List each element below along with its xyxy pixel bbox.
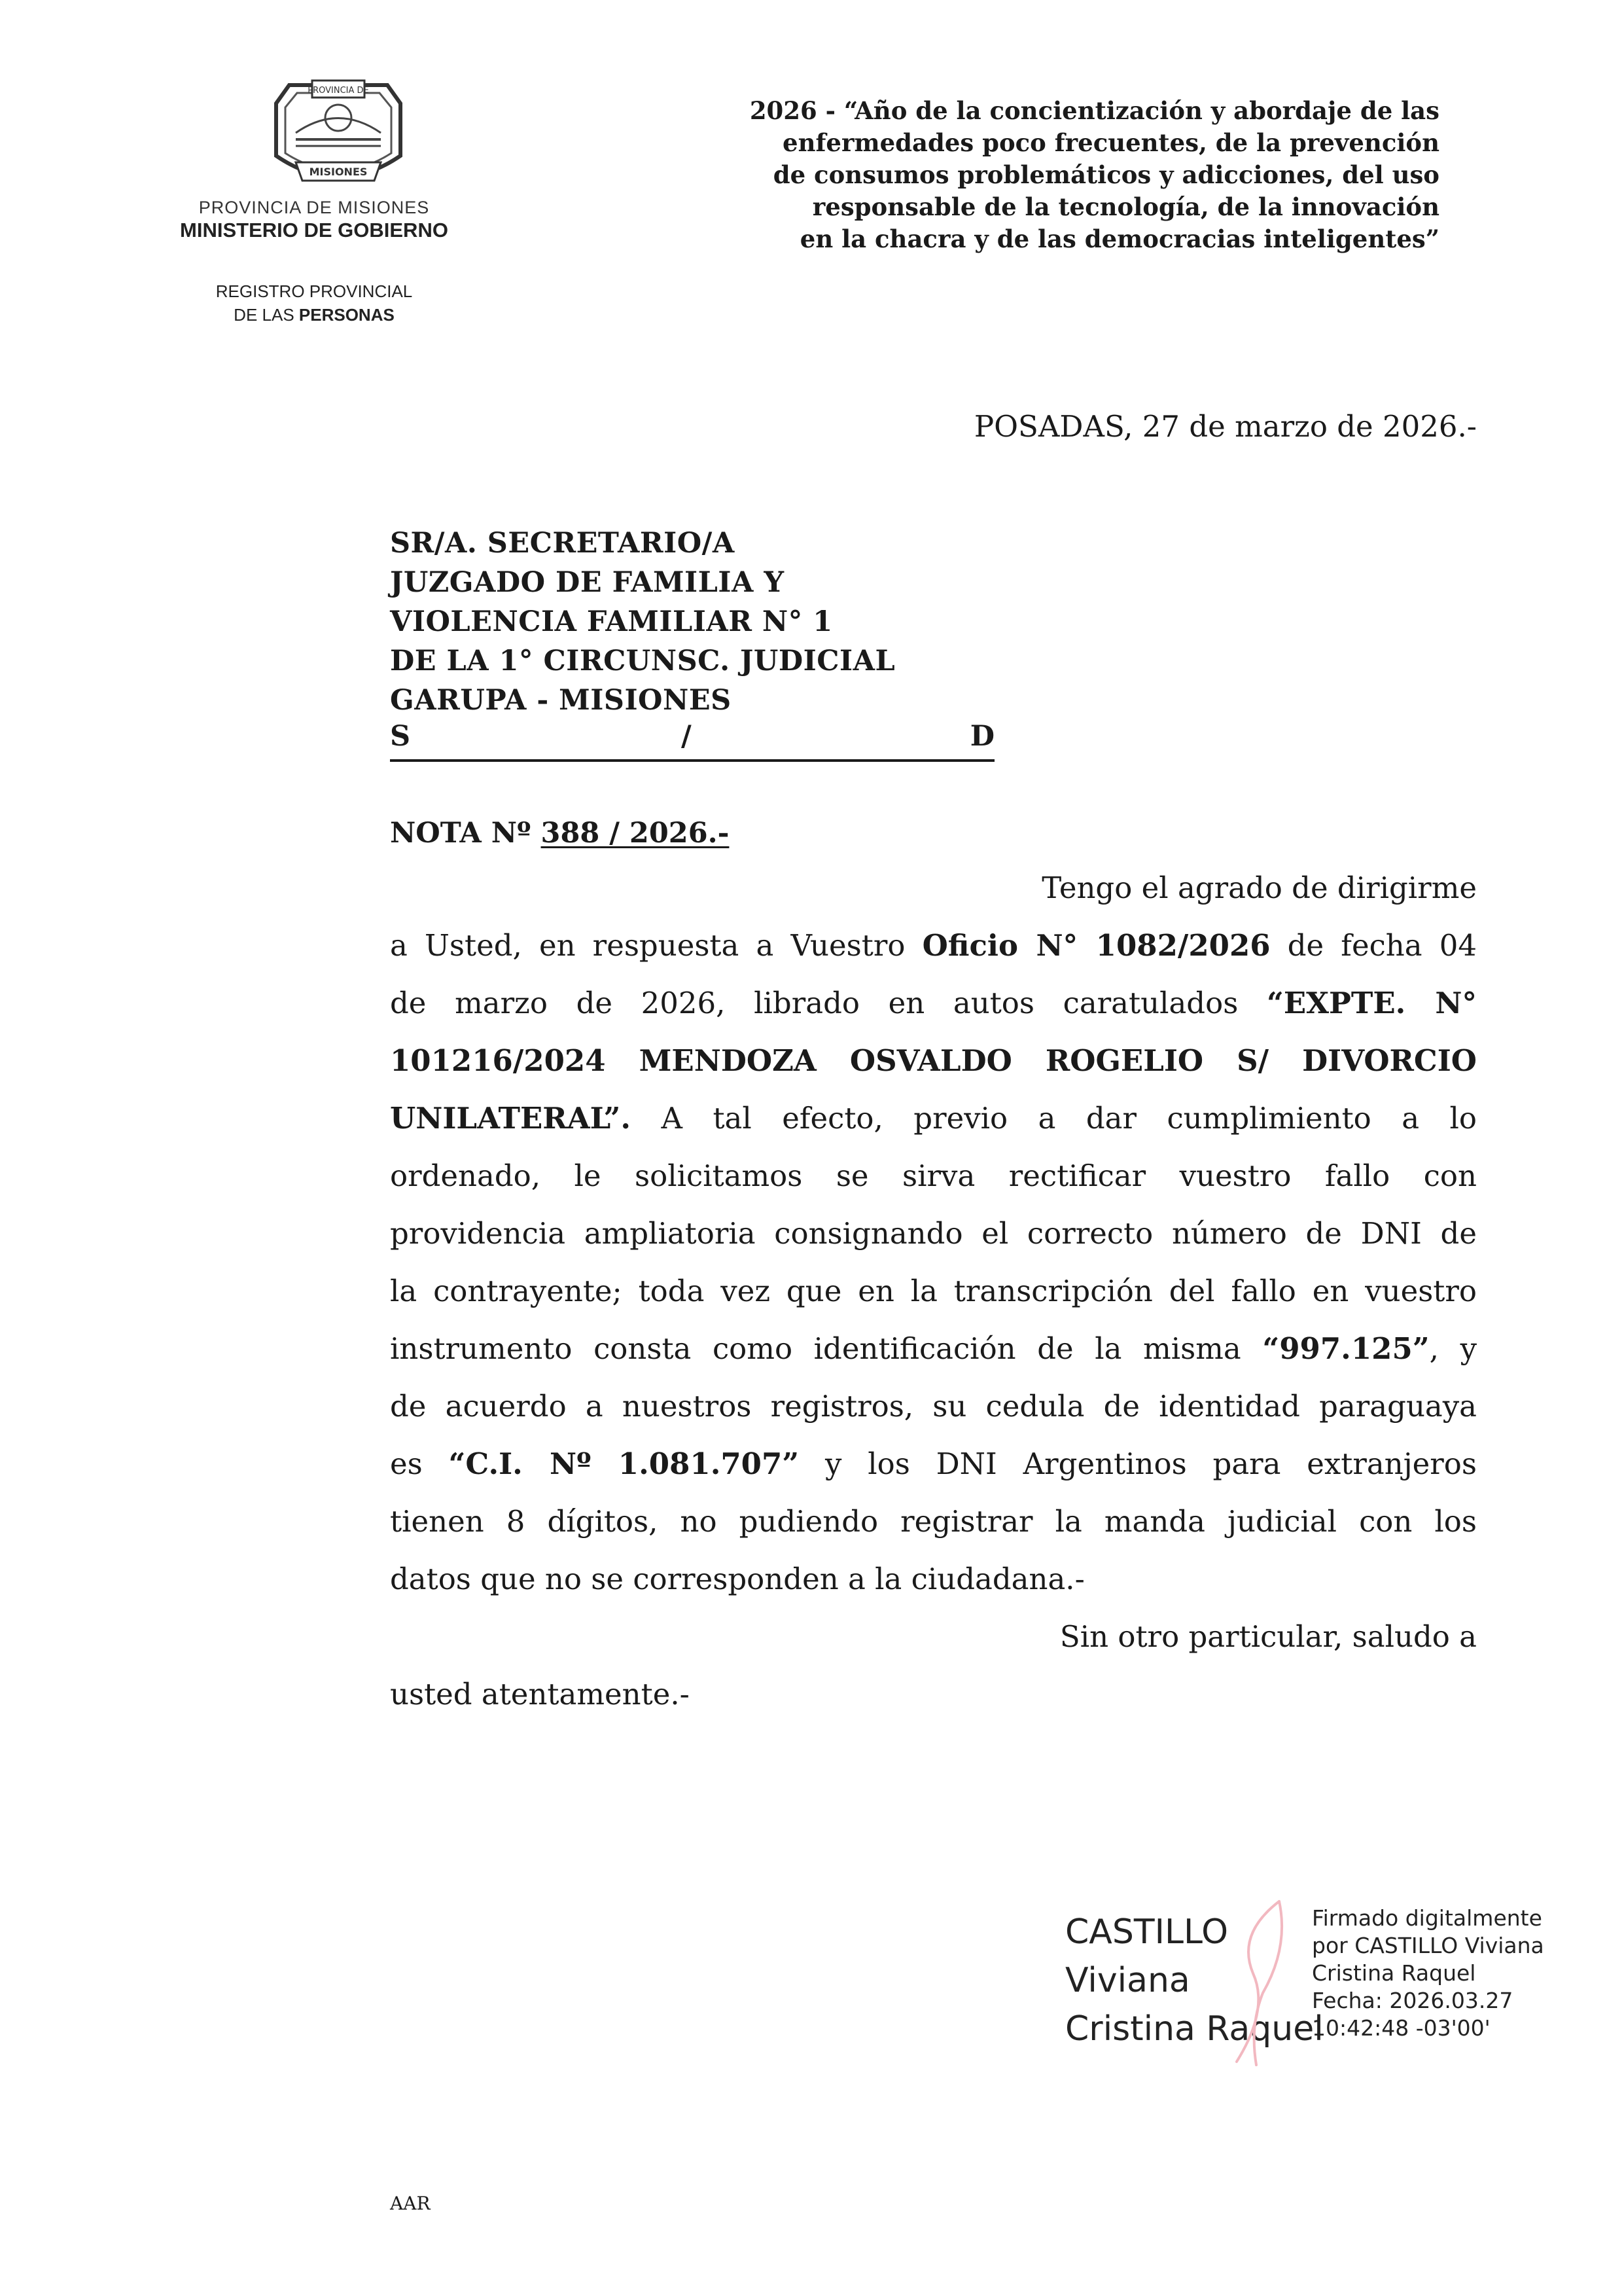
signature-info-line: por CASTILLO Viviana — [1312, 1933, 1544, 1958]
motto-line: responsable de la tecnología, de la innovación — [812, 192, 1439, 221]
registry-line-2-bold: PERSONAS — [298, 305, 395, 325]
body-line: tienen 8 dígitos, no pudiendo registrar la manda judicial con los — [390, 1504, 1477, 1539]
motto-line: de consumos problemáticos y adicciones, del uso — [773, 160, 1439, 189]
author-initials: AAR — [390, 2193, 431, 2214]
org-ministry: MINISTERIO DE GOBIERNO — [180, 219, 448, 242]
year-motto — [674, 95, 1439, 255]
org-province: PROVINCIA DE MISIONES — [198, 198, 430, 217]
addressee-line: JUZGADO DE FAMILIA Y — [390, 566, 785, 599]
sd-underline — [390, 720, 995, 762]
body-line: la contrayente; toda vez que en la transcripción del fallo en vuestro — [390, 1274, 1477, 1308]
signature-info-line: Firmado digitalmente — [1312, 1905, 1542, 1931]
body-line: de marzo de 2026, librado en autos caratulados “EXPTE. N° — [390, 986, 1477, 1020]
body-line: de acuerdo a nuestros registros, su cedula de identidad paraguaya — [390, 1389, 1477, 1424]
sd-left: S — [390, 720, 411, 753]
document-date: POSADAS, 27 de marzo de 2026.- — [974, 409, 1477, 444]
body-line: ordenado, le solicitamos se sirva rectificar vuestro fallo con — [390, 1158, 1477, 1193]
addressee-line: DE LA 1° CIRCUNSC. JUDICIAL — [390, 645, 896, 677]
nota-number — [390, 817, 729, 850]
signature-info — [1312, 1905, 1544, 2042]
oficio-ref: Oficio N° 1082/2026 — [922, 928, 1271, 963]
signature-info-line: Cristina Raquel — [1312, 1960, 1476, 1986]
body-line: providencia ampliatoria consignando el correcto número de DNI de — [390, 1216, 1477, 1251]
registry-line-2 — [190, 305, 438, 325]
addressee-block — [390, 524, 1044, 720]
correct-id: “C.I. Nº 1.081.707” — [448, 1446, 800, 1481]
signer-name-line: Viviana — [1065, 1961, 1190, 2000]
sd-right: D — [970, 720, 995, 753]
body-line: UNILATERAL”. A tal efecto, previo a dar cumplimiento a lo — [390, 1101, 1477, 1136]
body-line: instrumento consta como identificación de la misma “997.125”, y — [390, 1331, 1477, 1366]
addressee-line: GARUPA - MISIONES — [390, 684, 732, 717]
signer-name-line: Cristina Raquel — [1065, 2009, 1324, 2049]
body-line: es “C.I. Nº 1.081.707” y los DNI Argentinos para extranjeros — [390, 1446, 1477, 1481]
signature-info-line: 10:42:48 -03'00' — [1312, 2015, 1491, 2041]
motto-line: enfermedades poco frecuentes, de la prevención — [783, 128, 1439, 157]
motto-line: 2026 - “Año de la concientización y abordaje de las — [749, 96, 1439, 125]
addressee-line: SR/A. SECRETARIO/A — [390, 527, 735, 560]
body-line: 101216/2024 MENDOZA OSVALDO ROGELIO S/ DIVORCIO — [390, 1043, 1477, 1078]
sd-mid: / — [681, 720, 692, 753]
body-line: Tengo el agrado de dirigirme — [1042, 870, 1477, 905]
digital-signature-mark — [1217, 1895, 1302, 2072]
body-line: usted atentamente.- — [390, 1677, 690, 1712]
signature-info-line: Fecha: 2026.03.27 — [1312, 1988, 1513, 2013]
motto-line: en la chacra y de las democracias inteligentes” — [800, 224, 1439, 253]
seal-bottom-text: MISIONES — [309, 166, 368, 178]
wrong-id: “997.125” — [1262, 1331, 1430, 1366]
body-line: datos que no se corresponden a la ciudadana.- — [390, 1562, 1085, 1596]
nota-value: 388 / 2026.- — [540, 817, 730, 850]
province-seal-logo — [243, 77, 433, 195]
registry-line-1: REGISTRO PROVINCIAL — [215, 281, 413, 301]
registry-line-2-prefix: DE LAS — [234, 305, 299, 325]
expte-ref: “EXPTE. N° — [1266, 986, 1477, 1020]
seal-top-text: PROVINCIA DE — [308, 86, 369, 96]
signer-name-line: CASTILLO — [1065, 1912, 1229, 1952]
body-line: Sin otro particular, saludo a — [1059, 1619, 1477, 1654]
addressee-line: VIOLENCIA FAMILIAR N° 1 — [390, 605, 833, 638]
body-line: a Usted, en respuesta a Vuestro Oficio N° 1082/2026 de fecha 04 — [390, 928, 1477, 963]
nota-label: NOTA Nº — [390, 817, 541, 850]
